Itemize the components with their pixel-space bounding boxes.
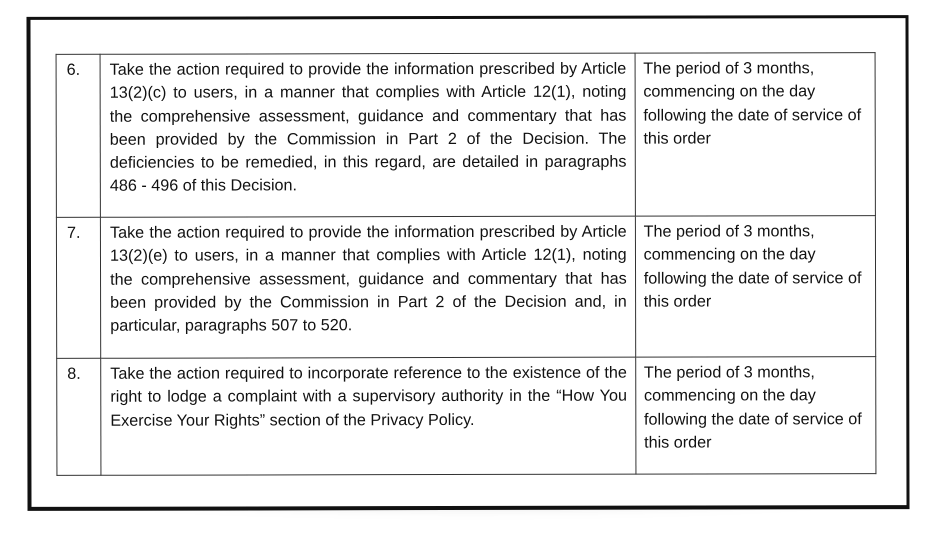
table-row [56,53,875,218]
action-text: Take the action required to provide the information prescribed by Article 13(2)(e) to users, in a manner that complies with Article 12(1), noting the comprehensive assessment, guidance and commentary that has been provided by the Commission in Part 2 of the Decision and, in particular, paragraphs 507 to 520. [100,216,635,358]
action-text: Take the action required to provide the information prescribed by Article 13(2)(c) to users, in a manner that complies with Article 12(1), noting the comprehensive assessment, guidance and commentary that has been provided by the Commission in Part 2 of the Decision. The deficiencies to be remedied, in this regard, are detailed in paragraphs 486 - 496 of this Decision. [100,53,635,217]
document-page [26,15,909,511]
table-row [57,357,876,476]
period-text: The period of 3 months, commencing on the day following the date of service of this order [635,216,876,358]
row-number: 6. [56,54,100,217]
action-text: Take the action required to incorporate reference to the existence of the right to lodge a complaint with a supervisory authority in the “How You Exercise Your Rights” section of the Privacy Policy. [101,357,636,475]
period-text: The period of 3 months, commencing on the day following the date of service of this order [635,53,876,217]
row-number: 7. [56,217,100,358]
table-row [56,216,875,359]
period-text: The period of 3 months, commencing on the day following the date of service of this order [635,357,876,475]
row-number: 8. [57,358,101,475]
orders-table [56,52,877,476]
